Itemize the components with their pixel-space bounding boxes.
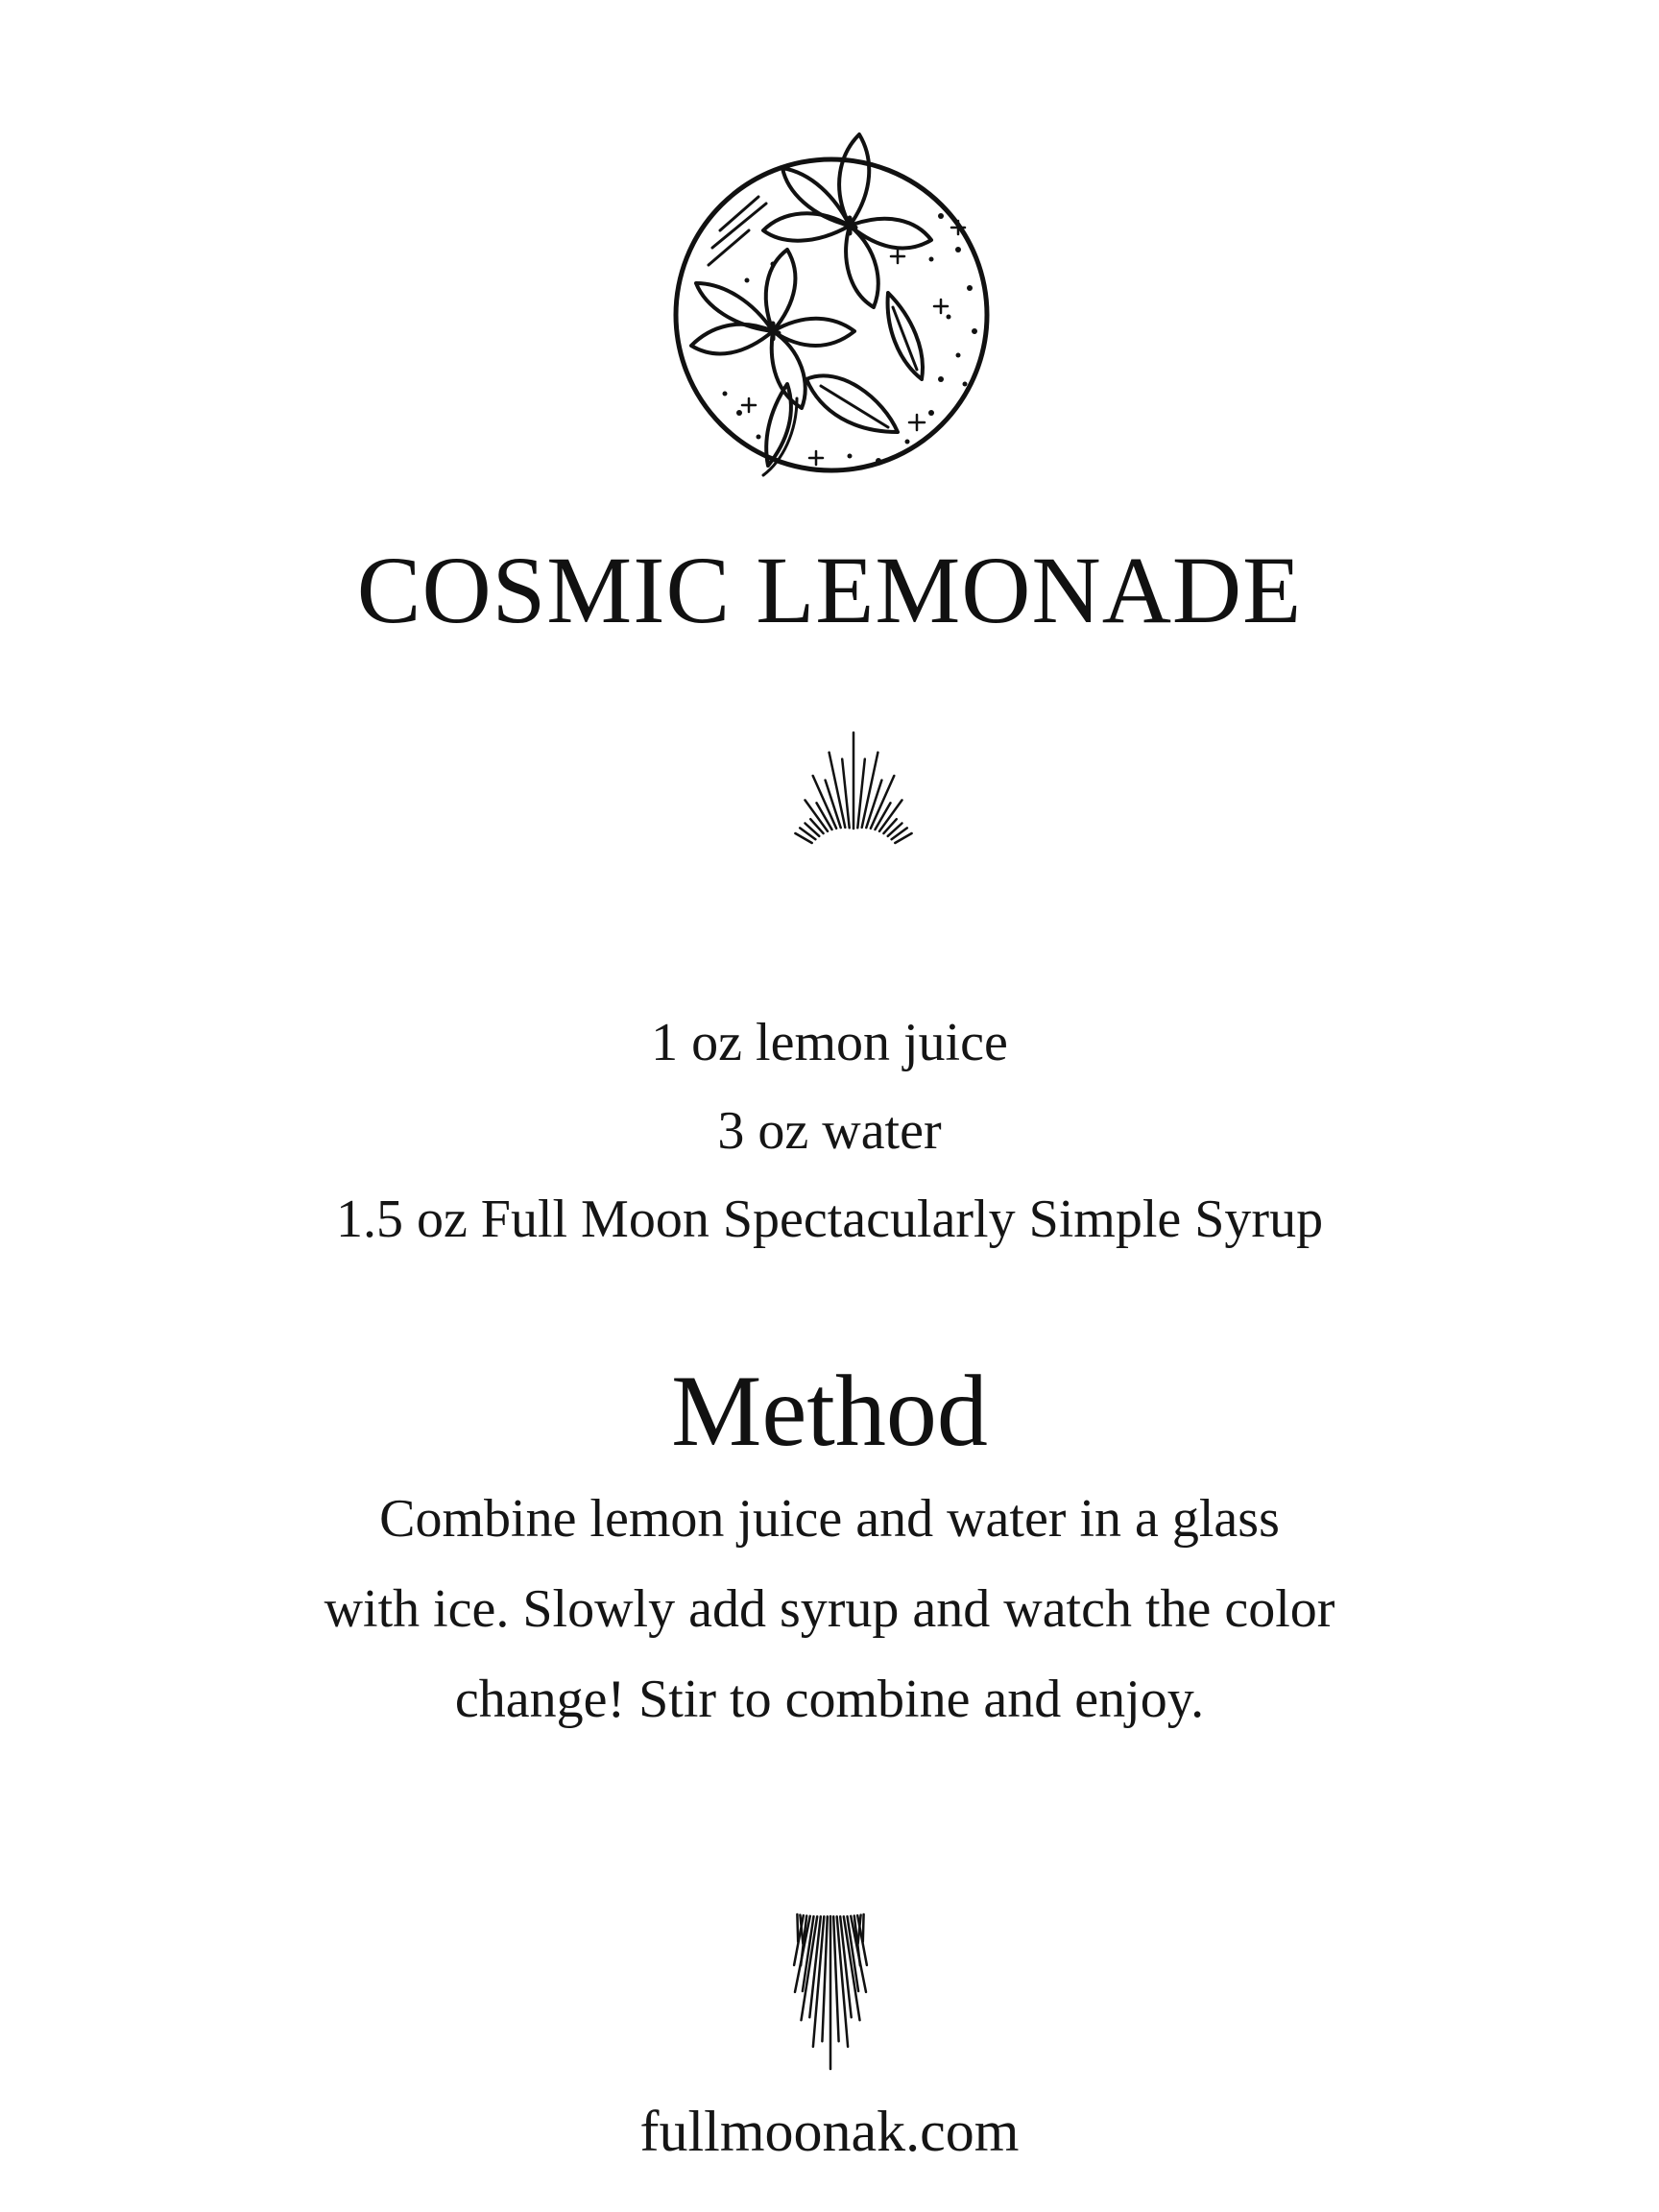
method-line: change! Stir to combine and enjoy. — [454, 1670, 1205, 1729]
sunburst-rays-icon — [781, 728, 926, 872]
ingredient-list — [0, 998, 1659, 1263]
moon-flower-logo-icon — [653, 125, 1008, 490]
recipe-title: COSMIC LEMONADE — [356, 537, 1303, 643]
sunburst-rays-inverted-icon — [758, 1901, 902, 2074]
method-heading: Method — [671, 1355, 988, 1467]
ingredient-item: 1 oz lemon juice — [651, 1013, 1008, 1072]
method-instructions — [157, 1474, 1502, 1744]
method-line: with ice. Slowly add syrup and watch the color — [324, 1579, 1335, 1639]
ray-line — [863, 1914, 864, 1942]
method-line: Combine lemon juice and water in a glass — [379, 1489, 1280, 1549]
ray-line — [797, 1914, 798, 1942]
ingredient-item: 1.5 oz Full Moon Spectacularly Simple Syrup — [335, 1190, 1324, 1249]
ingredient-item: 3 oz water — [717, 1101, 942, 1161]
website-link[interactable]: fullmoonak.com — [639, 2100, 1020, 2163]
